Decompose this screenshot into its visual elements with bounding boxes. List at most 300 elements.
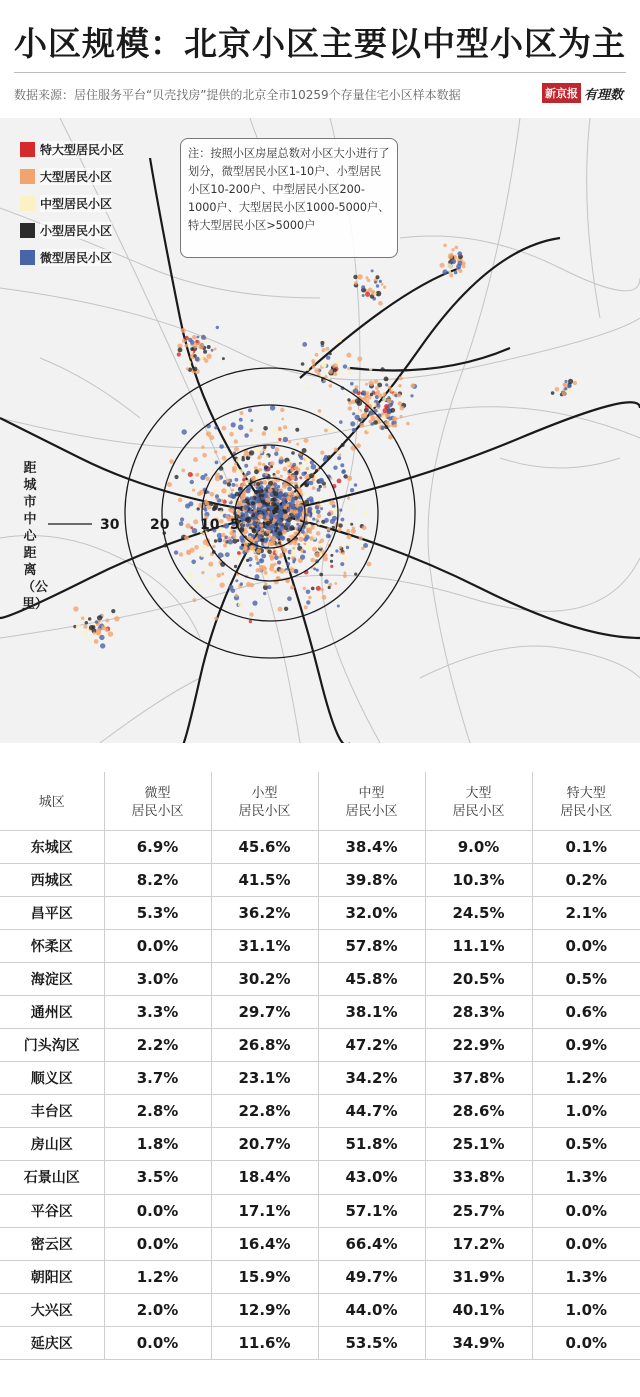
legend-item xyxy=(20,217,124,244)
community-dot xyxy=(328,426,333,431)
community-dot xyxy=(350,421,355,426)
community-dot xyxy=(234,447,239,452)
community-dot xyxy=(290,585,294,589)
community-dot xyxy=(369,367,372,370)
table-row xyxy=(0,1161,640,1194)
table-row xyxy=(0,1293,640,1326)
community-dot xyxy=(240,538,245,543)
community-dot xyxy=(378,393,383,398)
community-dot xyxy=(283,506,287,510)
community-dot xyxy=(359,536,363,540)
community-dot xyxy=(230,506,233,509)
share-cell: 3.7% xyxy=(104,1062,211,1095)
community-dot xyxy=(184,536,189,541)
community-dot xyxy=(226,497,231,502)
share-cell: 28.3% xyxy=(425,995,532,1028)
share-cell: 9.0% xyxy=(425,830,532,863)
share-cell: 20.5% xyxy=(425,962,532,995)
share-cell: 44.0% xyxy=(318,1293,425,1326)
community-dot xyxy=(291,501,295,505)
community-dot xyxy=(321,348,325,352)
community-dot xyxy=(279,568,285,574)
community-dot xyxy=(295,527,298,530)
district-name-cell: 密云区 xyxy=(0,1227,104,1260)
community-dot xyxy=(249,612,254,617)
community-dot xyxy=(250,583,254,587)
community-dot xyxy=(214,426,217,429)
community-dot xyxy=(236,539,239,542)
community-dot xyxy=(207,491,210,494)
community-dot xyxy=(278,438,281,441)
community-dot xyxy=(330,565,333,568)
community-dot xyxy=(390,408,395,413)
community-dot xyxy=(357,357,362,362)
community-dot xyxy=(239,473,242,476)
share-cell: 6.9% xyxy=(104,830,211,863)
community-dot xyxy=(294,493,297,496)
community-dot xyxy=(195,340,198,343)
community-dot xyxy=(371,269,374,272)
community-dot xyxy=(333,466,337,470)
community-dot xyxy=(249,564,252,567)
table-row xyxy=(0,863,640,896)
community-dot xyxy=(362,294,365,297)
community-dot xyxy=(337,479,342,484)
community-dot xyxy=(373,420,378,425)
community-dot xyxy=(294,539,298,543)
community-dot xyxy=(83,625,87,629)
community-dot xyxy=(383,286,386,289)
share-cell: 16.4% xyxy=(211,1227,318,1260)
community-dot xyxy=(283,437,288,442)
share-cell: 0.0% xyxy=(104,1194,211,1227)
community-dot xyxy=(227,482,231,486)
district-name-cell: 门头沟区 xyxy=(0,1029,104,1062)
community-dot xyxy=(457,251,462,256)
logo-text: 有理数 xyxy=(584,87,624,103)
community-dot xyxy=(274,515,278,519)
community-dot xyxy=(277,561,281,565)
community-dot xyxy=(234,439,238,443)
community-dot xyxy=(251,514,255,518)
community-dot xyxy=(260,538,264,542)
community-dot xyxy=(215,494,219,498)
community-dot xyxy=(251,419,254,422)
community-dot xyxy=(277,518,282,523)
community-dot xyxy=(292,506,295,509)
community-dot xyxy=(258,527,261,530)
community-dot xyxy=(352,412,355,415)
community-dot xyxy=(240,494,245,499)
share-cell: 15.9% xyxy=(211,1260,318,1293)
title-divider xyxy=(14,72,626,73)
community-dot xyxy=(249,620,252,623)
district-name-cell: 延庆区 xyxy=(0,1326,104,1359)
community-dot xyxy=(108,631,113,636)
share-cell: 3.3% xyxy=(104,995,211,1028)
community-dot xyxy=(366,427,371,432)
share-cell: 0.0% xyxy=(104,1227,211,1260)
community-dot xyxy=(199,490,204,495)
community-dot xyxy=(261,493,265,497)
community-dot xyxy=(208,562,213,567)
community-dot xyxy=(377,404,381,408)
community-dot xyxy=(257,490,260,493)
legend-item xyxy=(20,136,124,163)
share-cell: 30.2% xyxy=(211,962,318,995)
community-dot xyxy=(234,462,237,465)
community-dot xyxy=(215,461,219,465)
legend-item xyxy=(20,244,124,271)
community-dot xyxy=(326,347,330,351)
community-dot xyxy=(304,500,309,505)
community-dot xyxy=(330,554,333,557)
district-name-cell: 通州区 xyxy=(0,995,104,1028)
community-dot xyxy=(181,469,185,473)
community-dot xyxy=(298,537,303,542)
community-dot xyxy=(307,524,311,528)
community-dot xyxy=(341,443,345,447)
community-dot xyxy=(328,535,331,538)
community-dot xyxy=(273,482,277,486)
community-dot xyxy=(312,547,317,552)
community-dot xyxy=(302,342,307,347)
community-dot xyxy=(384,377,389,382)
community-dot xyxy=(211,349,214,352)
community-dot xyxy=(265,473,268,476)
column-header: 特大型 居民小区 xyxy=(560,785,613,819)
community-dot xyxy=(266,516,270,520)
community-dot xyxy=(246,456,250,460)
community-dot xyxy=(368,381,374,387)
community-dot xyxy=(357,274,363,280)
community-dot xyxy=(178,348,183,353)
district-name-cell: 东城区 xyxy=(0,830,104,863)
community-dot xyxy=(354,483,358,487)
community-dot xyxy=(221,572,224,575)
community-dot xyxy=(440,263,445,268)
community-dot xyxy=(242,478,246,482)
community-dot xyxy=(376,275,380,279)
community-dot xyxy=(356,443,361,448)
community-dot xyxy=(264,455,268,459)
share-cell: 11.1% xyxy=(425,929,532,962)
community-dot xyxy=(195,357,200,362)
share-cell: 22.8% xyxy=(211,1095,318,1128)
community-dot xyxy=(365,292,370,297)
community-dot xyxy=(343,474,347,478)
share-cell: 0.0% xyxy=(532,929,640,962)
share-cell: 29.7% xyxy=(211,995,318,1028)
community-dot xyxy=(458,269,462,273)
community-dot xyxy=(289,525,294,530)
community-dot xyxy=(312,518,315,521)
community-dot xyxy=(267,585,271,589)
community-dot xyxy=(288,440,291,443)
community-dot xyxy=(180,517,184,521)
community-dot xyxy=(448,254,453,259)
legend-item xyxy=(20,190,124,217)
community-dot xyxy=(363,543,368,548)
community-dot xyxy=(197,507,200,510)
community-dot xyxy=(295,503,299,507)
community-dot xyxy=(258,568,263,573)
community-dot xyxy=(350,505,354,509)
community-dot xyxy=(339,420,343,424)
community-dot xyxy=(205,436,208,439)
community-dot xyxy=(190,480,194,484)
community-dot xyxy=(99,635,104,640)
map-legend xyxy=(20,136,124,271)
community-dot xyxy=(275,550,280,555)
community-dot xyxy=(316,531,321,536)
community-dot xyxy=(393,424,397,428)
legend-swatch xyxy=(20,223,35,238)
column-header: 小型 居民小区 xyxy=(211,772,318,830)
community-dot xyxy=(398,401,403,406)
community-dot xyxy=(226,479,230,483)
share-cell: 8.2% xyxy=(104,863,211,896)
community-dot xyxy=(312,361,316,365)
ring-label-10: 10 xyxy=(200,517,220,533)
community-dot xyxy=(451,248,454,251)
community-dot xyxy=(318,409,322,413)
community-dot xyxy=(278,607,283,612)
community-dot xyxy=(367,562,372,567)
community-dot xyxy=(244,433,249,438)
community-dot xyxy=(201,571,204,574)
community-dot xyxy=(286,461,290,465)
community-dot xyxy=(243,521,246,524)
distance-axis-title: 距城市中心距离（公里） xyxy=(22,461,49,612)
community-dot xyxy=(283,514,289,520)
community-dot xyxy=(179,552,183,556)
community-dot xyxy=(188,472,193,477)
community-dot xyxy=(193,367,198,372)
community-dot xyxy=(207,345,211,349)
community-dot xyxy=(279,491,282,494)
column-header-district: 城区 xyxy=(0,772,104,830)
community-dot xyxy=(291,550,296,555)
community-dot xyxy=(286,496,291,501)
community-dot xyxy=(231,489,234,492)
community-dot xyxy=(256,477,259,480)
community-dot xyxy=(242,500,246,504)
table-header-row xyxy=(0,772,640,830)
classification-note: 注：按照小区房屋总数对小区大小进行了划分，微型居民小区1-10户、小型居民小区10-200户、中型居民小区200-1000户、大型居民小区1000-5000户、特大型居民小区>5000户 xyxy=(180,138,398,258)
community-dot xyxy=(304,605,308,609)
community-dot xyxy=(188,338,192,342)
community-dot xyxy=(213,506,218,511)
community-dot xyxy=(221,533,225,537)
community-dot xyxy=(375,386,379,390)
community-dot xyxy=(286,579,290,583)
legend-swatch xyxy=(20,196,35,211)
community-dot xyxy=(182,429,187,434)
community-dot xyxy=(265,521,270,526)
community-dot xyxy=(306,386,310,390)
share-cell: 0.0% xyxy=(532,1326,640,1359)
district-name-cell: 丰台区 xyxy=(0,1095,104,1128)
community-dot xyxy=(186,523,191,528)
community-dot xyxy=(322,371,326,375)
community-dot xyxy=(219,519,224,524)
community-dot xyxy=(265,498,270,503)
community-dot xyxy=(240,411,244,415)
share-cell: 45.8% xyxy=(318,962,425,995)
share-cell: 49.7% xyxy=(318,1260,425,1293)
community-dot xyxy=(191,560,196,565)
community-dot xyxy=(372,402,377,407)
community-dot xyxy=(235,484,238,487)
community-dot xyxy=(281,418,284,421)
community-dot xyxy=(186,550,191,555)
community-dot xyxy=(251,501,255,505)
community-dot xyxy=(291,451,295,455)
share-cell: 1.2% xyxy=(104,1260,211,1293)
community-dot xyxy=(317,522,321,526)
community-dot xyxy=(269,567,274,572)
community-dot xyxy=(193,344,198,349)
community-dot xyxy=(306,368,309,371)
district-name-cell: 海淀区 xyxy=(0,962,104,995)
community-dot xyxy=(88,617,91,620)
community-dot xyxy=(334,582,337,585)
community-dot xyxy=(261,500,265,504)
share-cell: 33.8% xyxy=(425,1161,532,1194)
community-dot xyxy=(332,526,335,529)
community-dot xyxy=(301,472,306,477)
district-name-cell: 西城区 xyxy=(0,863,104,896)
community-dot xyxy=(329,384,333,388)
community-dot xyxy=(298,512,303,517)
community-dot xyxy=(346,529,350,533)
community-dot xyxy=(273,467,277,471)
community-dot xyxy=(240,512,243,515)
community-dot xyxy=(249,428,253,432)
community-dot xyxy=(320,507,323,510)
community-dot xyxy=(204,500,207,503)
community-dot xyxy=(388,386,391,389)
table-row xyxy=(0,1227,640,1260)
community-dot xyxy=(178,498,183,503)
community-dot xyxy=(252,601,257,606)
community-dot xyxy=(363,511,367,515)
community-dot xyxy=(299,476,302,479)
share-cell: 39.8% xyxy=(318,863,425,896)
community-dot xyxy=(213,488,218,493)
community-dot xyxy=(379,280,382,283)
share-cell: 12.9% xyxy=(211,1293,318,1326)
community-dot xyxy=(353,388,358,393)
community-dot xyxy=(259,468,262,471)
community-dot xyxy=(105,619,109,623)
community-dot xyxy=(339,509,342,512)
community-dot xyxy=(361,285,365,289)
community-dot xyxy=(301,362,305,366)
community-dot xyxy=(264,583,267,586)
community-dot xyxy=(374,281,377,284)
community-dot xyxy=(102,609,105,612)
community-dot xyxy=(169,459,174,464)
community-dot xyxy=(270,557,274,561)
community-dot xyxy=(222,456,227,461)
community-dot xyxy=(337,605,340,608)
community-dot xyxy=(347,398,350,401)
ring-label-20: 20 xyxy=(150,517,170,533)
community-dot xyxy=(283,467,288,472)
community-dot xyxy=(352,428,356,432)
community-dot xyxy=(249,511,252,514)
community-dot xyxy=(96,628,101,633)
community-dot xyxy=(282,548,287,553)
share-cell: 1.0% xyxy=(532,1095,640,1128)
community-dot xyxy=(307,545,311,549)
community-dot xyxy=(400,415,403,418)
table-row xyxy=(0,1062,640,1095)
community-dot xyxy=(341,470,345,474)
community-dot xyxy=(361,390,366,395)
community-dot xyxy=(456,264,461,269)
share-cell: 43.0% xyxy=(318,1161,425,1194)
community-dot xyxy=(267,575,270,578)
community-dot xyxy=(324,518,329,523)
community-dot xyxy=(92,625,96,629)
community-dot xyxy=(279,460,283,464)
community-dot xyxy=(85,621,88,624)
community-dot xyxy=(93,632,96,635)
community-dot xyxy=(84,617,87,620)
district-name-cell: 怀柔区 xyxy=(0,929,104,962)
community-dot xyxy=(337,371,340,374)
community-dot xyxy=(185,344,189,348)
community-dot xyxy=(382,397,386,401)
community-dot xyxy=(73,606,78,611)
table-row xyxy=(0,1128,640,1161)
community-dot xyxy=(397,393,401,397)
share-cell: 17.1% xyxy=(211,1194,318,1227)
community-dot xyxy=(201,445,204,448)
community-dot xyxy=(447,263,452,268)
share-cell: 51.8% xyxy=(318,1128,425,1161)
community-dot xyxy=(260,558,263,561)
community-dot xyxy=(449,273,453,277)
community-dot xyxy=(398,384,401,387)
share-cell: 24.5% xyxy=(425,896,532,929)
community-dot xyxy=(193,519,198,524)
community-dot xyxy=(279,556,282,559)
community-dot xyxy=(174,475,178,479)
community-dot xyxy=(200,343,203,346)
community-dot xyxy=(235,594,238,597)
community-dot xyxy=(218,537,222,541)
community-dot xyxy=(316,569,319,572)
publisher-logo xyxy=(542,83,623,103)
share-cell: 32.0% xyxy=(318,896,425,929)
share-cell: 1.2% xyxy=(532,1062,640,1095)
share-cell: 31.1% xyxy=(211,929,318,962)
community-dot xyxy=(304,476,308,480)
share-cell: 23.1% xyxy=(211,1062,318,1095)
community-dot xyxy=(235,579,238,582)
share-cell: 1.0% xyxy=(532,1293,640,1326)
share-cell: 18.4% xyxy=(211,1161,318,1194)
community-dot xyxy=(249,527,252,530)
community-dot xyxy=(248,408,252,412)
community-dot xyxy=(320,479,325,484)
community-dot xyxy=(347,535,352,540)
share-cell: 3.5% xyxy=(104,1161,211,1194)
